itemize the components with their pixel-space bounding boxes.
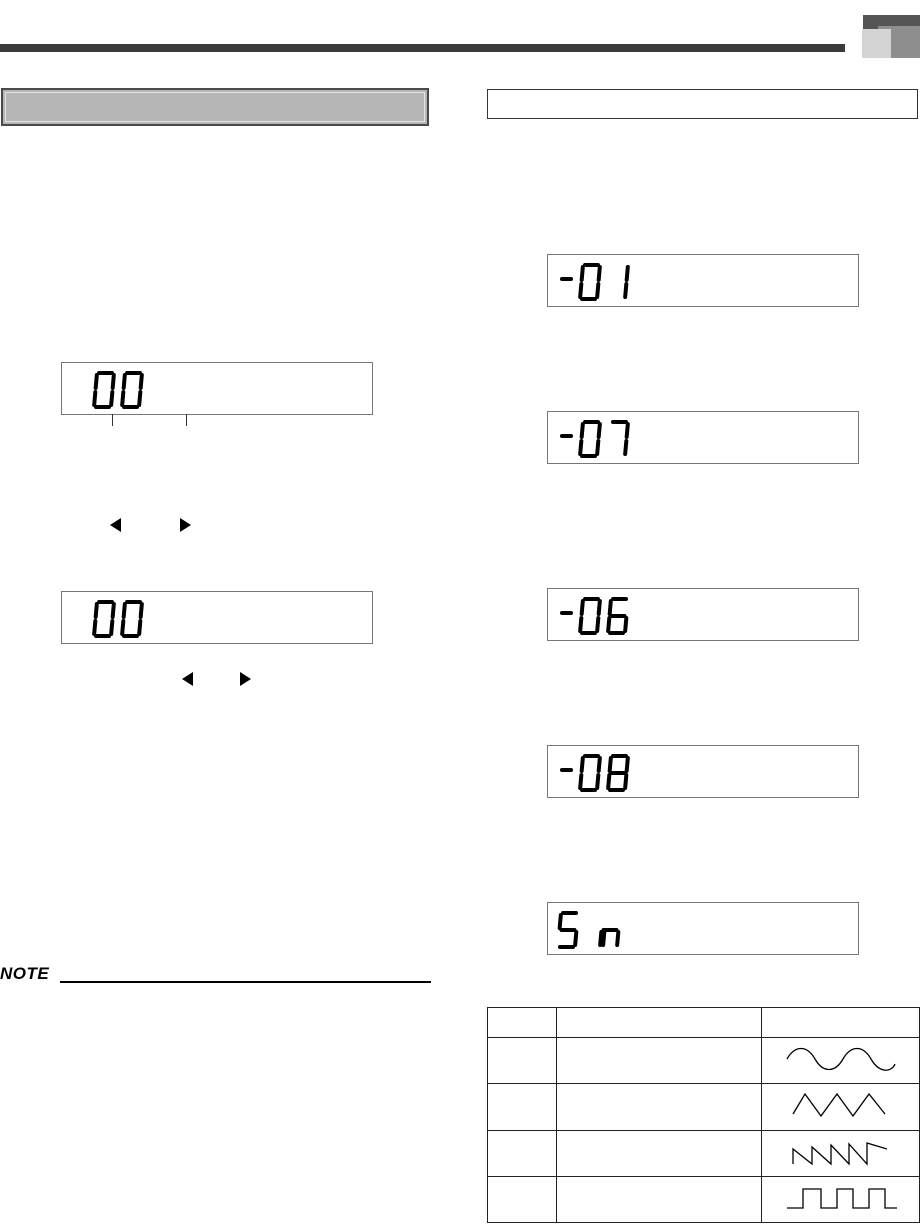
lcd-digits-right-2 bbox=[548, 412, 860, 465]
table-cell bbox=[488, 1084, 557, 1130]
table-cell bbox=[488, 1038, 557, 1084]
section-heading-left bbox=[1, 88, 429, 126]
lcd-display-bottom bbox=[61, 591, 373, 644]
table-row bbox=[488, 1176, 920, 1222]
lcd-display-right-1 bbox=[547, 254, 859, 307]
table-cell bbox=[557, 1084, 762, 1130]
lcd-display-right-5 bbox=[547, 902, 859, 955]
lcd-display-right-4 bbox=[547, 745, 859, 798]
lcd-digits-right-5 bbox=[548, 903, 860, 956]
lcd-digits-bottom bbox=[62, 592, 374, 645]
table-cell bbox=[557, 1130, 762, 1176]
note-label: NOTE bbox=[0, 964, 50, 983]
table-row bbox=[488, 1084, 920, 1130]
table-cell bbox=[557, 1176, 762, 1222]
left-arrow-icon bbox=[182, 672, 193, 686]
right-arrow-icon bbox=[180, 518, 191, 532]
table-header-cell bbox=[557, 1008, 762, 1038]
right-arrow-icon bbox=[240, 672, 251, 686]
square-wave-icon bbox=[781, 1181, 901, 1215]
sawtooth-wave-icon bbox=[781, 1135, 901, 1169]
table-row bbox=[488, 1130, 920, 1176]
lcd-digits-right-3 bbox=[548, 589, 860, 642]
table-cell bbox=[488, 1176, 557, 1222]
lcd-display-right-2 bbox=[547, 411, 859, 464]
lcd-digits-right-4 bbox=[548, 746, 860, 799]
table-cell-wave bbox=[762, 1038, 920, 1084]
lcd-indicator-tick-2 bbox=[186, 414, 187, 426]
lcd-indicator-tick-1 bbox=[112, 414, 113, 426]
table-header-cell bbox=[488, 1008, 557, 1038]
table-cell-wave bbox=[762, 1084, 920, 1130]
lcd-digits-right-1 bbox=[548, 255, 860, 308]
corner-decoration-light bbox=[862, 29, 891, 58]
table-header-cell bbox=[762, 1008, 920, 1038]
header-rule bbox=[0, 44, 845, 52]
table-cell-wave bbox=[762, 1176, 920, 1222]
table-cell bbox=[557, 1038, 762, 1084]
section-heading-right bbox=[487, 89, 918, 119]
lcd-display-right-3 bbox=[547, 588, 859, 641]
table-cell bbox=[488, 1130, 557, 1176]
waveform-table bbox=[487, 1007, 920, 1223]
table-row bbox=[488, 1038, 920, 1084]
triangle-wave-icon bbox=[781, 1088, 901, 1122]
sine-wave-icon bbox=[781, 1042, 901, 1076]
table-header-row bbox=[488, 1008, 920, 1038]
lcd-display-top bbox=[61, 362, 373, 415]
table-cell-wave bbox=[762, 1130, 920, 1176]
lcd-digits-top bbox=[62, 363, 374, 416]
left-arrow-icon bbox=[110, 518, 121, 532]
note-rule bbox=[60, 981, 431, 983]
